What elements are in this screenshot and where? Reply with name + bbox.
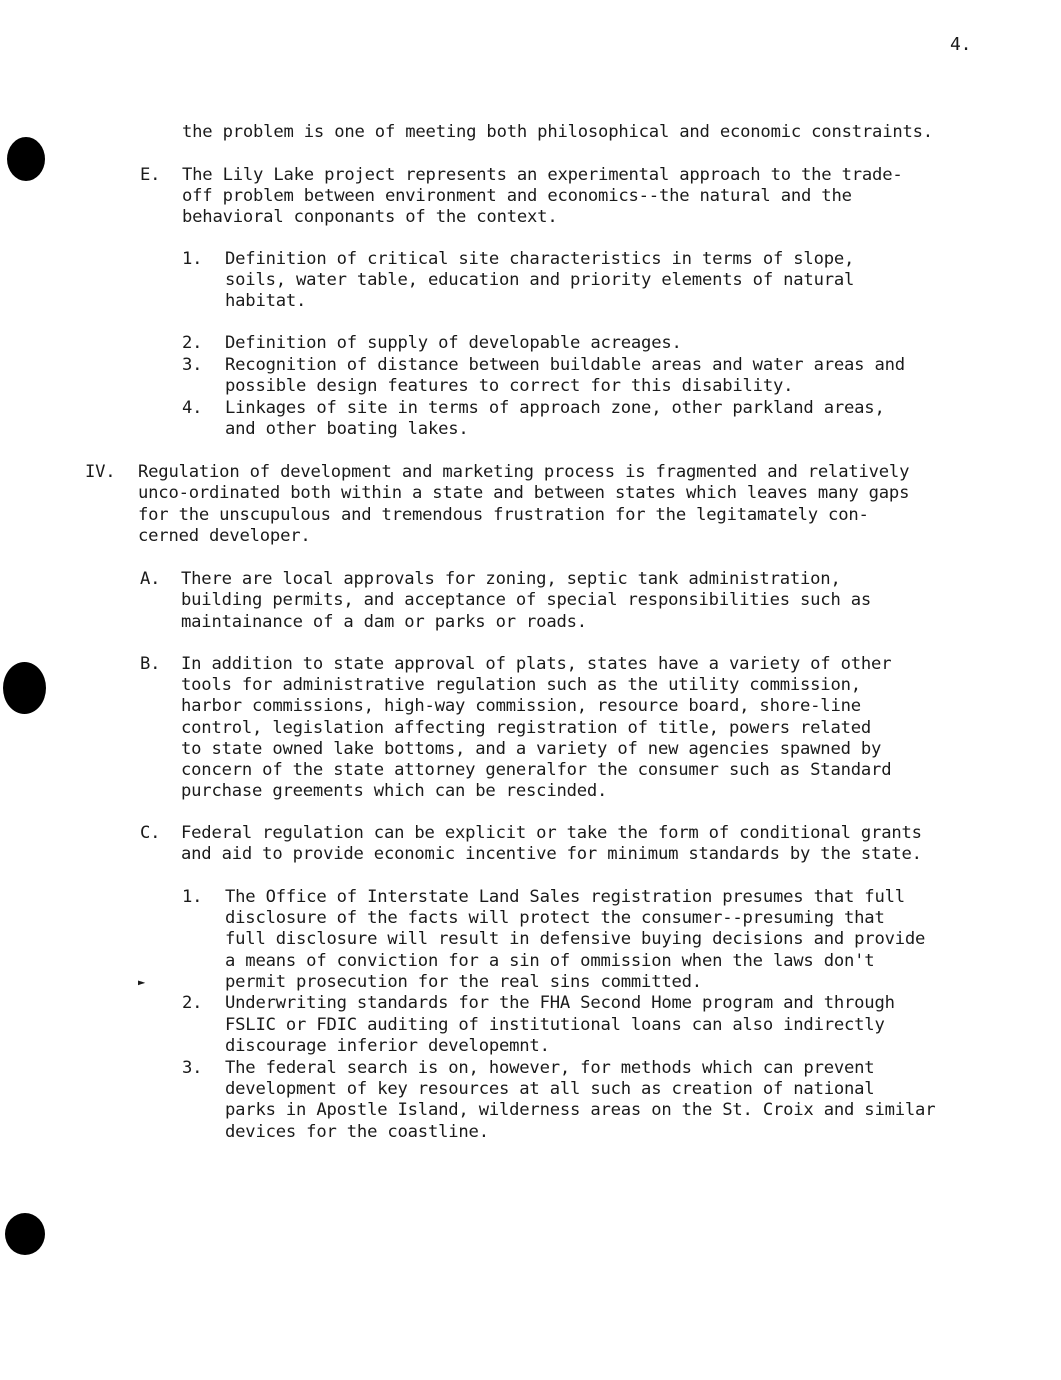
item-B-label: B.	[140, 654, 161, 674]
item-B-line: tools for administrative regulation such as the utility commission,	[181, 675, 861, 695]
item-A-label: A.	[140, 569, 161, 589]
item-E-line: behavioral conponants of the context.	[182, 207, 558, 227]
item-C2-line: discourage inferior developemnt.	[225, 1036, 550, 1056]
punch-hole-middle	[3, 662, 46, 714]
item-E-label: E.	[140, 165, 161, 185]
item-E1-line: habitat.	[225, 291, 307, 311]
item-E3-label: 3.	[182, 355, 203, 375]
item-B-line: to state owned lake bottoms, and a variety of new agencies spawned by	[181, 739, 882, 759]
item-B-line: purchase greements which can be rescinded.	[181, 781, 608, 801]
item-E4-line: Linkages of site in terms of approach zone, other parkland areas,	[225, 398, 885, 418]
item-E2-line: Definition of supply of developable acreages.	[225, 333, 682, 353]
item-C2-line: FSLIC or FDIC auditing of institutional loans can also indirectly	[225, 1015, 885, 1035]
item-E2-label: 2.	[182, 333, 203, 353]
item-C3-line: development of key resources at all such as creation of national	[225, 1079, 875, 1099]
item-E-line: The Lily Lake project represents an experimental approach to the trade-	[182, 165, 903, 185]
item-B-line: In addition to state approval of plats, states have a variety of other	[181, 654, 892, 674]
item-E1-line: soils, water table, education and priority elements of natural	[225, 270, 855, 290]
continuation-line: the problem is one of meeting both philosophical and economic constraints.	[182, 122, 933, 142]
item-C3-label: 3.	[182, 1058, 203, 1078]
section-IV-label: IV.	[85, 462, 116, 482]
section-IV-line: for the unscupulous and tremendous frustration for the legitamately con-	[138, 505, 869, 525]
item-C2-line: Underwriting standards for the FHA Second Home program and through	[225, 993, 895, 1013]
item-C2-label: 2.	[182, 993, 203, 1013]
item-C-line: and aid to provide economic incentive for minimum standards by the state.	[181, 844, 922, 864]
punch-hole-bottom	[5, 1213, 45, 1255]
item-E4-label: 4.	[182, 398, 203, 418]
item-E1-label: 1.	[182, 249, 203, 269]
item-A-line: There are local approvals for zoning, septic tank administration,	[181, 569, 841, 589]
item-A-line: building permits, and acceptance of special responsibilities such as	[181, 590, 872, 610]
item-C1-line: disclosure of the facts will protect the consumer--presuming that	[225, 908, 885, 928]
item-E4-line: and other boating lakes.	[225, 419, 469, 439]
item-C-line: Federal regulation can be explicit or take the form of conditional grants	[181, 823, 922, 843]
item-A-line: maintainance of a dam or parks or roads.	[181, 612, 587, 632]
item-B-line: control, legislation affecting registration of title, powers related	[181, 718, 872, 738]
item-C1-line: full disclosure will result in defensive buying decisions and provide	[225, 929, 926, 949]
item-B-line: concern of the state attorney generalfor the consumer such as Standard	[181, 760, 892, 780]
item-C3-line: parks in Apostle Island, wilderness areas on the St. Croix and similar	[225, 1100, 936, 1120]
item-C3-line: devices for the coastline.	[225, 1122, 489, 1142]
item-C1-line: a means of conviction for a sin of ommission when the laws don't	[225, 951, 875, 971]
item-C1-line: The Office of Interstate Land Sales registration presumes that full	[225, 887, 905, 907]
item-E3-line: Recognition of distance between buildable areas and water areas and	[225, 355, 905, 375]
item-C1-line: permit prosecution for the real sins committed.	[225, 972, 702, 992]
item-C3-line: The federal search is on, however, for methods which can prevent	[225, 1058, 875, 1078]
page-number: 4.	[950, 34, 972, 55]
item-C1-label: 1.	[182, 887, 203, 907]
item-B-line: harbor commissions, high-way commission, resource board, shore-line	[181, 696, 861, 716]
punch-hole-top	[7, 137, 45, 181]
section-IV-line: unco-ordinated both within a state and between states which leaves many gaps	[138, 483, 910, 503]
item-C-label: C.	[140, 823, 161, 843]
item-E3-line: possible design features to correct for this disability.	[225, 376, 794, 396]
item-E1-line: Definition of critical site characteristics in terms of slope,	[225, 249, 855, 269]
margin-mark: ►	[138, 975, 146, 989]
section-IV-line: cerned developer.	[138, 526, 311, 546]
section-IV-line: Regulation of development and marketing process is fragmented and relatively	[138, 462, 910, 482]
item-E-line: off problem between environment and economics--the natural and the	[182, 186, 852, 206]
